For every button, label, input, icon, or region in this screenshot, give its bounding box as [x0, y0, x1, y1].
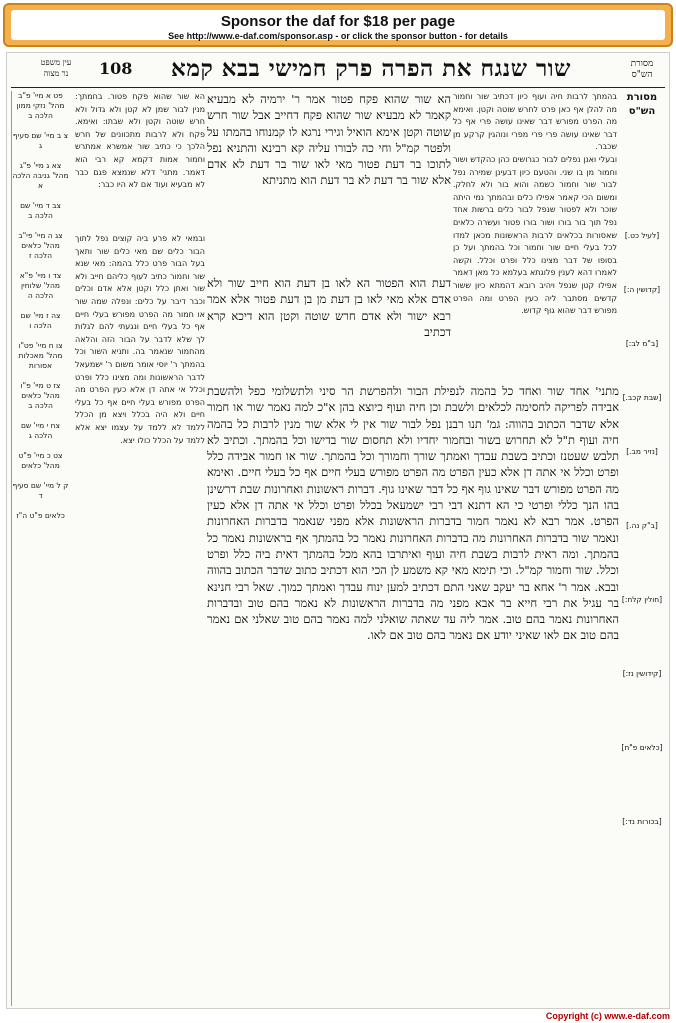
ein-mishpat-entry: צב ד מיי' שם הלכה ב	[20, 201, 61, 220]
gemara-text-top: הא שור שהוא פקח פטור אמר ר' ירמיה לא מבעיא קאמר לא מבעיא שור שהוא פקח דחייב אבל שור חרש שוטה וקטן אימא הואיל וגירי נרגא לו קמנוחו בהמתו על ולפטר קמ"ל וחי כה לבורו עליה קא רבינא והתניא נפל לתוכו בר דעת פטור מאי לאו שור בר דעת לא אדם אלא שור בר דעת לא בר דעת הוא מתניתא	[207, 92, 451, 188]
running-title: שור שנגח את הפרה פרק חמישי בבא קמא	[171, 55, 571, 82]
margin-note: מסורת	[626, 92, 658, 103]
margin-note: [ב"ק נה.]	[626, 521, 658, 530]
margin-note: [שבת קכב.]	[622, 393, 662, 402]
sponsor-subtitle[interactable]: See http://www.e-daf.com/sponsor.asp - or click the sponsor button - for details	[168, 31, 508, 41]
ein-mishpat-entry: צא ג מיי' פ"ג מהל' גניבה הלכה א	[12, 161, 69, 190]
ein-mishpat-entry: פט א מיי' פ"ב מהל' נזקי ממון הלכה ב	[16, 91, 65, 120]
masoret-hashas-header	[621, 59, 663, 81]
ein-mishpat-column	[11, 91, 69, 1006]
ein-mishpat-entry: צג ה מיי' פי"ב מהל' כלאים הלכה ז	[18, 231, 63, 260]
ein-mishpat-entry: כלאים פ"ט ה"ז	[16, 511, 65, 520]
ein-mishpat-entry: צ ב מיי' שם סעיף ג	[12, 131, 69, 150]
ein-mishpat-entry: צז ט מיי' פ"ו מהל' כלאים הלכה ב	[20, 381, 61, 410]
masoret-header-line-2: הש"ס	[631, 70, 653, 80]
sponsor-banner[interactable]	[3, 3, 673, 47]
masoret-hashas-margin	[617, 91, 667, 1006]
ein-mishpat-entry: ק ל מיי' שם סעיף ד	[12, 481, 69, 500]
masoret-header-line-1: מסורת	[630, 59, 654, 69]
tosafot-top-text: בהמתך לרבות חיה ועוף כיון דכתיב שור וחמור מה להלן אף כאן פרט לחרש שוטה וקטן. ואימא מה הפרט מפורש דבר שאינו עושה פרי אף כל דבר שאינו עושה פרי פרי מפרי ונוהגין קרקע מן שכבר.	[453, 92, 617, 152]
gemara-text-upper: דעת הוא הפטור הא לאו בן דעת הוא חייב שור ולא אדם אלא מאי לאו בן דעת מן בן דעת פטור אלא אמר רבא ישור ולא אדם חרש שוטה וקטן הוא דיכא קרא דכתיב	[207, 276, 451, 339]
rashi-commentary-lower: ובמאי לא פרע ביה קוצים נפל לתוך הבור כלים שם מאי כלים שור ותאך בעל הבור פרט כלל בהמה: מאי שנא שור וחמור כתיב לעוף כליהם חייב ולא שור ואתן כלל וקטן אלא אדם וכלים וכבר דיבר על כלים: ונפלה שמה שור או חמור מה הפרט מפורש בעלי חיים אף כל בעלי חיים ונגעתי להם לגלות לך שלא לדבר על הבור הזה והלאה מהחמור שנאמר בה. ותניא השור וכל בהמתך ר' יוסי אומר משום ר' ישמעאל לדבר הראשונות ומה מצינו כלל ופרט וכלל אי אתה דן אלא כעין הפרט מה הפרט מפורש בעלי חיים אף כל בעלי חיים ולא היה בכלל ויצא מן הכלל ללמד לא ללמד על עצמו יצא אלא ללמד על הכלל כולו יצא.	[75, 234, 205, 445]
sponsor-title[interactable]: Sponsor the daf for $18 per page	[220, 13, 456, 30]
tosafot-main-text: ובעלי ואנן נפלים לבור כגרושים כהן כהקדש ושור וחמור מן בו שני. והטעם כיון דבעינן שמירה נפל לבור שור וחמור כשמה והוא בור ולא לחלק. ומשום הכי קאמר אפילו כלים ובהמתך נמי היתה שוכר ולא לפטור שנפל לבור כלים ברשות אחד נפל תוך בור בורו ושור בורו פטור ועשרה כלאים שאסורות בכלאים לרבות הראשונות מכאן למדו לכל בעלי חיים שור וחמור וכל בהמתך ועל כן בסופו של דבר מצינו כלל ופרט וכלל. וקשה לאמרו דהא לענין פלוגתא בעלמא כל מאן דאמר אפילו קטן שנפל ויהיב רובא דהמתא כיון ששור קדשים מסתבר ליה כעין הפרט ומה הפרט מפורש דבר שהוא גוף קדוש.	[453, 154, 617, 316]
ein-mishpat-header-line-1: עין משפט	[40, 58, 72, 67]
sponsor-banner-inner[interactable]	[11, 10, 665, 40]
ein-mishpat-header	[13, 57, 99, 87]
margin-note: [חולין קלח:]	[621, 595, 663, 604]
margin-note: [לעיל כט.]	[624, 231, 660, 240]
margin-note: [ב"מ לב:]	[625, 339, 659, 348]
ein-mishpat-entry: צט כ מיי' פ"ט מהל' כלאים	[18, 451, 63, 470]
ein-mishpat-entry: צד ו מיי' פ"א מהל' שלוחין הלכה ה	[19, 271, 62, 300]
ein-mishpat-entry: צו ח מיי' פט"ו מהל' מאכלות אסורות	[18, 341, 63, 370]
margin-note: הש"ס	[628, 106, 656, 117]
margin-note: [קידושין נז:]	[622, 669, 662, 678]
rashi-commentary-top: הא שור שהוא פקח פטור. בחמתך: מנין לבור שמן לא קטן ולא גדול ולא חרש שוטה וקטן ולא שבתו: ואימא. פקח ולא לרבות מתכוונים של חרש הלכך כי כתיב שור אמשרא אמתרש וחמור אמות דקמא קא רבי הוא דאמר. מתני' דלא שנמצא פגם כבר לא מבעיא ועוד אם לא היו כבר:	[75, 92, 205, 190]
page-number: 108	[99, 59, 133, 78]
ein-mishpat-header-line-2: נר מצוה	[43, 69, 69, 78]
ein-mishpat-entry: צה ז מיי' שם הלכה ו	[20, 311, 61, 330]
copyright-link[interactable]: Copyright (c) www.e-daf.com	[545, 1011, 670, 1021]
talmud-page	[6, 52, 670, 1009]
ein-mishpat-entry: צח י מיי' שם הלכה ג	[21, 421, 60, 440]
margin-note: [כלאים פ"ח]	[621, 743, 663, 752]
header-rule	[11, 87, 665, 88]
margin-note: [נזיר מב.]	[626, 447, 658, 456]
gemara-text-body: מתני' אחד שור ואחד כל בהמה לנפילת הבור ולהפרשת הר סיני ולתשלומי כפל ולהשבת אבידה לפריקה לחסימה לכלאים ולשבת וכן חיה ועוף כיוצא בהן א"כ למה נאמר שור או חמור אלא שדבר הכתוב בהווה: גמ' תנו רבנן נפל לבור שור אין לי אלא שור מנין לרבות כל בהמה חיה ועוף ת"ל לא תחרוש בשור ובחמור יחדיו ולא תחסום שור בדישו וכל בהמתך. וכתיב לא תלבש שעטנז וכתיב בשבת עבדך ואמתך שורך וחמורך וכל בהמתך. שור או חמור אבידה כלל ופרט וכלל אי אתה דן אלא כעין הפרט מה הפרט מפורש בעלי חיים אף כל בעלי חיים. ואימא מה הפרט מפורש דבר שאינו גוף אף כל דבר שאינו גוף. דברות ראשונות ואחרונות שבת דרשינן בהו הנך כללי ופרטי כי הא דתנא דבי רבי ישמעאל בכלל ופרט וכלל אי אתה דן אלא כעין הפרט. אמר רבא לא נאמר חמור בדברות הראשונות אלא מפני שנאמר בדברות האחרונות ונאמר שור בדברות האחרונות מה בדברות האחרונות נאמר כל בהמתך אף בראשונות נאמר כל בהמתך. ומה ראית לרבות בשבת חיה ועוף ואיתרבו בהא מכל בהמתך דאית ביה כלל ופרט וכלל. שור וחמור קמ"ל. וכי תימא מאי קא משמע לן הכי הוא דכתיב כתוב שדבר הכתוב בהווה ובבא. אמר ר' אחא בר יעקב שאני התם דכתיב למען ינוח עבדך ואמתך כמוך. שאל רבי חנינא בר עגיל את רבי חייא בר אבא מפני מה בדברות הראשונות לא נאמר בהם טוב ובדברות האחרונות נאמר בהם טוב. אמר ליה עד שאתה שואלני למה נאמר בהם טוב שאלני אם נאמר בהם טוב אם לאו שאיני יודע אם נאמר בהם טוב אם לאו.	[207, 384, 619, 643]
margin-note: [קדושין ה:]	[623, 285, 661, 294]
margin-note: [בכורות נד:]	[622, 817, 662, 826]
